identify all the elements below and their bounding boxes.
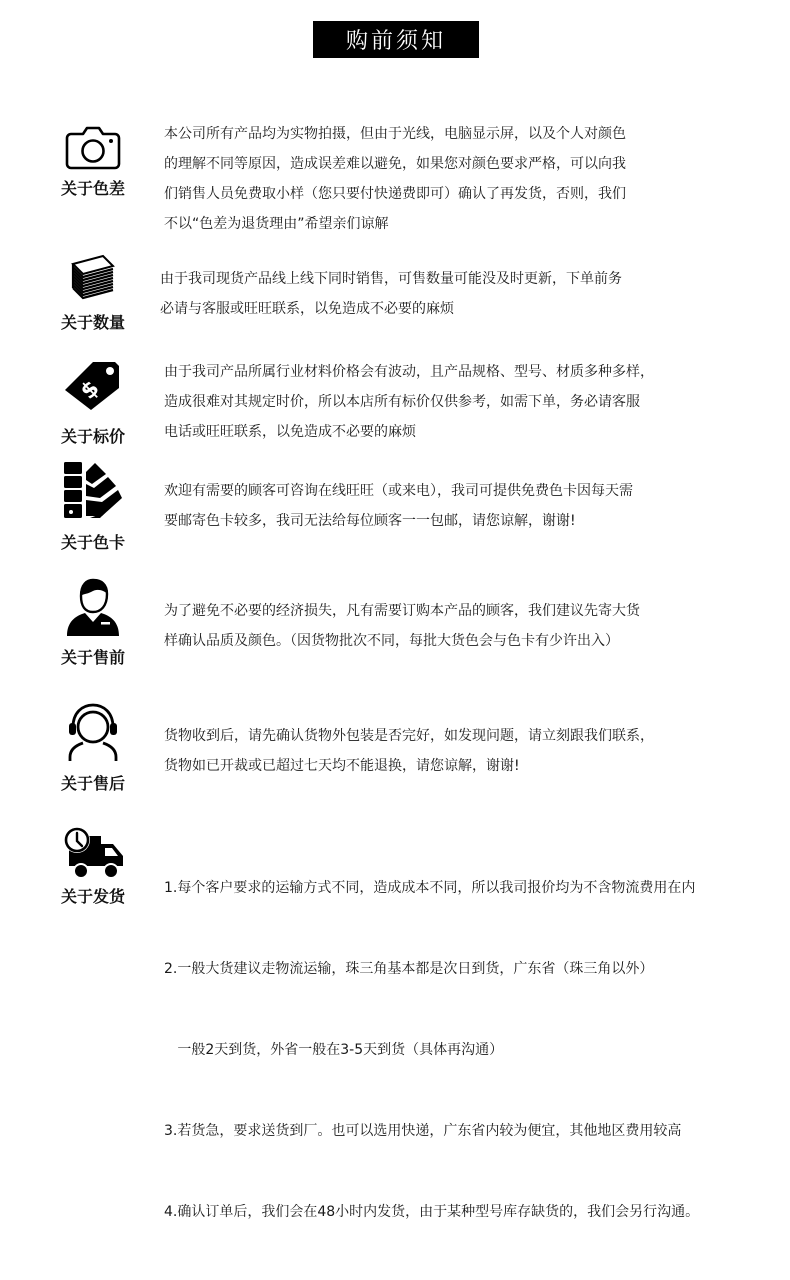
section-label: 关于标价 — [60, 427, 125, 446]
section-text — [164, 119, 626, 239]
sales-person-icon — [0, 578, 186, 638]
text-line: 造成很难对其规定时价，所以本店所有标价仅供参考，如需下单，务必请客服 — [164, 394, 640, 410]
headset-person-icon — [0, 703, 186, 763]
camera-icon — [0, 126, 186, 170]
section-label: 关于色差 — [60, 179, 125, 198]
text-line: 电话或旺旺联系，以免造成不必要的麻烦 — [164, 424, 416, 440]
text-line: 不以“色差为退货理由”希望亲们谅解 — [164, 216, 389, 232]
text-line: 们销售人员免费取小样（您只要付快递费即可）确认了再发货，否则，我们 — [164, 186, 626, 202]
text-line: 一般2天到货，外省一般在3-5天到货（具体再沟通） — [164, 1042, 504, 1058]
section-text — [160, 264, 622, 324]
section-label: 关于售后 — [60, 774, 125, 793]
price-tag-icon — [0, 360, 186, 412]
text-line: 1.每个客户要求的运输方式不同，造成成本不同，所以我司报价均为不含物流费用在内 — [164, 880, 696, 896]
text-line: 由于我司产品所属行业材料价格会有波动，且产品规格、型号、材质多种多样， — [164, 364, 654, 380]
text-line: 为了避免不必要的经济损失，凡有需要订购本产品的顾客，我们建议先寄大货 — [164, 603, 640, 619]
text-line: 货物如已开裁或已超过七天均不能退换，请您谅解，谢谢! — [164, 758, 520, 774]
section-text — [164, 721, 654, 781]
text-line: 货物收到后，请先确认货物外包装是否完好，如发现问题，请立刻跟我们联系， — [164, 728, 654, 744]
section-text — [164, 821, 699, 1280]
section-label: 关于数量 — [60, 313, 125, 332]
text-line: 3.若货急，要求送货到厂。也可以选用快递，广东省内较为便宜，其他地区费用较高 — [164, 1123, 682, 1139]
page-title: 购前须知 — [313, 21, 479, 58]
text-line: 欢迎有需要的顾客可咨询在线旺旺（或来电），我司可提供免费色卡因每天需 — [164, 483, 633, 499]
text-line: 2.一般大货建议走物流运输，珠三角基本都是次日到货，广东省（珠三角以外） — [164, 961, 654, 977]
paper-stack-icon — [0, 254, 186, 302]
text-line: 4.确认订单后，我们会在48小时内发货，由于某种型号库存缺货的，我们会另行沟通。 — [164, 1204, 700, 1220]
text-line: 的理解不同等原因，造成误差难以避免，如果您对颜色要求严格，可以向我 — [164, 156, 626, 172]
text-line: 由于我司现货产品线上线下同时销售，可售数量可能没及时更新，下单前务 — [160, 271, 622, 287]
section-label: 关于色卡 — [60, 533, 125, 552]
svg-text:$: $ — [76, 376, 105, 405]
color-swatch-icon — [0, 460, 186, 522]
text-line: 要邮寄色卡较多，我司无法给每位顾客一一包邮，请您谅解，谢谢! — [164, 513, 576, 529]
section-text — [164, 596, 640, 656]
delivery-truck-icon — [0, 826, 186, 880]
section-text — [164, 476, 633, 536]
section-text — [164, 357, 654, 447]
section-label: 关于发货 — [60, 887, 125, 906]
section-label: 关于售前 — [60, 648, 125, 667]
text-line: 本公司所有产品均为实物拍摄，但由于光线，电脑显示屏，以及个人对颜色 — [164, 126, 626, 142]
text-line: 样确认品质及颜色。（因货物批次不同，每批大货色会与色卡有少许出入） — [164, 633, 619, 649]
text-line: 必请与客服或旺旺联系，以免造成不必要的麻烦 — [160, 301, 454, 317]
